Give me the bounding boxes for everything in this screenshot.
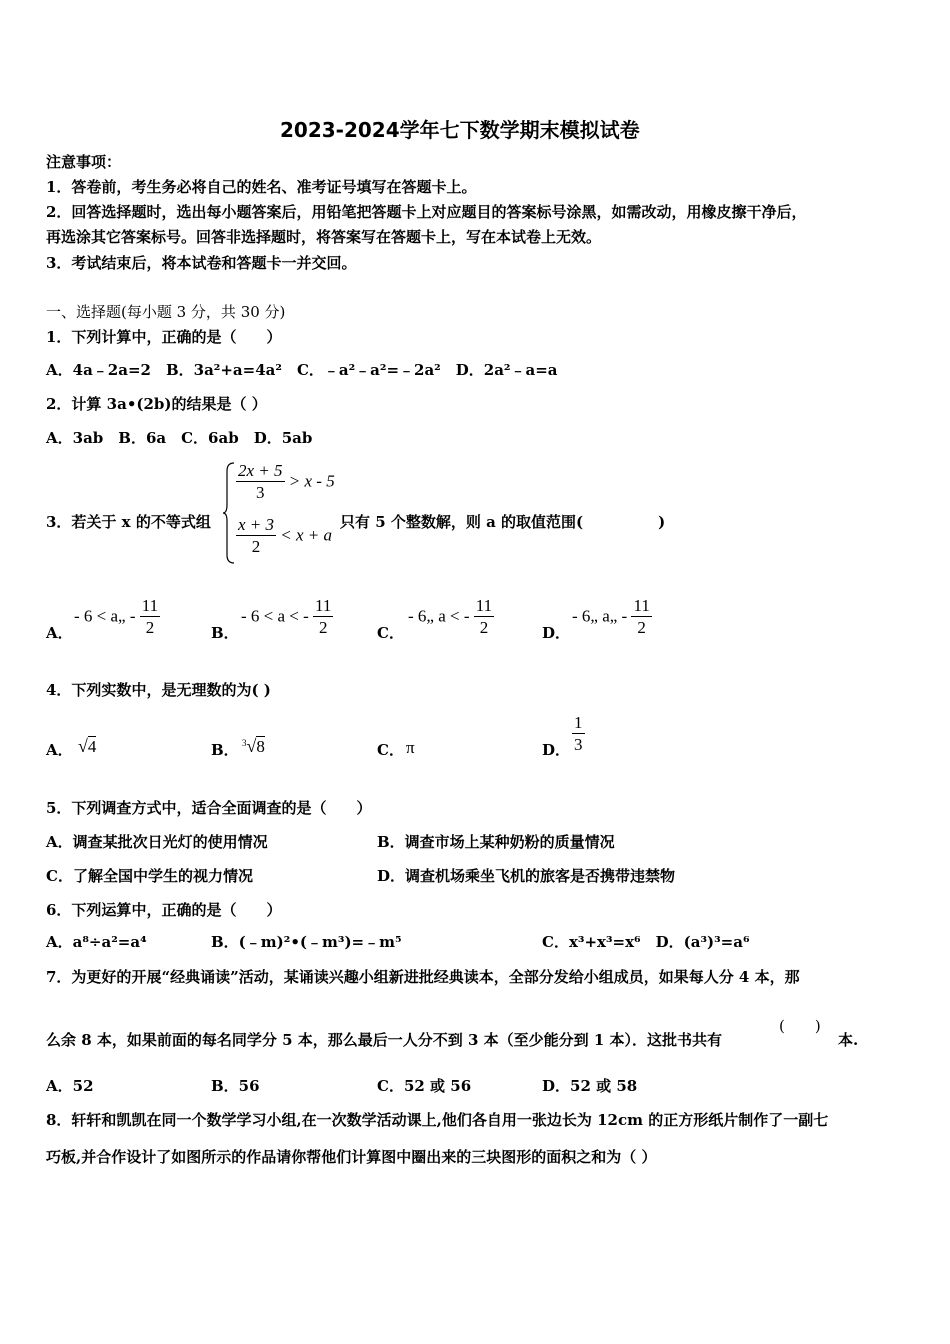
q2-stem: 2．计算 3a•(2b)的结果是（ ）	[46, 395, 267, 413]
q4-option-d-label: D．	[542, 741, 571, 759]
q3-stem-post: 只有 5 个整数解，则 a 的取值范围( )	[340, 513, 666, 531]
q3-option-b: - 6 < a < - $\frac{11}{2}$	[241, 596, 332, 637]
q2-options: A．3ab B．6a C．6ab D．5ab	[46, 429, 313, 447]
section-heading: 一、选择题(每小题 3 分，共 30 分)	[46, 303, 286, 321]
q4-option-b: $^3$√8	[242, 736, 265, 756]
notice-item: 3．考试结束后，将本试卷和答题卡一并交回。	[46, 254, 357, 272]
q7-option-c: C．52 或 56	[377, 1077, 472, 1095]
q4-option-c: π	[406, 738, 415, 757]
q7-line2-end: 本.	[838, 1031, 859, 1049]
q8-line1: 8．轩轩和凯凯在同一个数学学习小组,在一次数学活动课上,他们各自用一张边长为 12cm 的正方形纸片制作了一副七	[46, 1111, 829, 1129]
q7-option-d: D．52 或 58	[542, 1077, 638, 1095]
q4-stem: 4．下列实数中，是无理数的为( )	[46, 681, 271, 699]
notice-item: 2．回答选择题时，选出每小题答案后，用铅笔把答题卡上对应题目的答案标号涂黑，如需改动，用橡皮擦干净后，	[46, 203, 807, 221]
q5-option-b: B．调查市场上某种奶粉的质量情况	[377, 833, 615, 851]
q7-line1: 7．为更好的开展“经典诵读”活动，某诵读兴趣小组新进批经典读本，全部分发给小组成员，如果每人分 4 本，那	[46, 968, 800, 986]
page-title: 2023-2024学年七下数学期末模拟试卷	[280, 118, 640, 142]
q7-option-a: A．52	[46, 1077, 94, 1095]
q1-options: A．4a﹣2a=2 B．3a²+a=4a² C．﹣a²﹣a²=﹣2a² D．2a²﹣a=a	[46, 361, 558, 379]
q4-option-a-label: A．	[46, 741, 73, 759]
q6-option-cd: C．x³+x³=x⁶ D．(a³)³=a⁶	[542, 933, 750, 951]
notice-heading: 注意事项：	[46, 153, 122, 171]
q3-option-d: - 6„ a„ - $\frac{11}{2}$	[572, 596, 650, 637]
q3-option-a: - 6 < a„ - $\frac{11}{2}$	[74, 596, 159, 637]
q3-option-c-label: C．	[377, 624, 404, 642]
notice-item: 1．答卷前，考生务必将自己的姓名、准考证号填写在答题卡上。	[46, 178, 477, 196]
ineq2-num: x + 3	[238, 515, 275, 534]
q4-option-a: √4	[78, 736, 97, 756]
q5-stem: 5．下列调查方式中，适合全面调查的是（ ）	[46, 799, 372, 817]
q6-option-a: A．a⁸÷a²=a⁴	[46, 933, 147, 951]
inequality-system	[222, 461, 340, 565]
q3-option-d-label: D．	[542, 624, 571, 642]
q5-option-a: A．调查某批次日光灯的使用情况	[46, 833, 268, 851]
q1-stem: 1．下列计算中，正确的是（ ）	[46, 328, 282, 346]
q7-answer-paren: ( )	[779, 1017, 821, 1035]
q7-option-b: B．56	[211, 1077, 260, 1095]
q3-option-a-label: A．	[46, 624, 73, 642]
q7-line2: 么余 8 本，如果前面的每名同学分 5 本，那么最后一人分不到 3 本（至少能分到 1 本）．这批书共有	[46, 1031, 723, 1049]
q3-stem-pre: 3．若关于 x 的不等式组	[46, 513, 211, 531]
ineq2-den: 2	[251, 537, 261, 556]
q3-option-c: - 6„ a < - $\frac{11}{2}$	[408, 596, 493, 637]
ineq1-rhs: > x - 5	[288, 471, 335, 491]
q4-option-d: $\frac{1}{3}$	[574, 713, 583, 754]
q8-line2: 巧板,并合作设计了如图所示的作品请你帮他们计算图中圈出来的三块图形的面积之和为（ ）	[46, 1148, 657, 1166]
q5-option-c: C．了解全国中学生的视力情况	[46, 867, 253, 885]
ineq1-num: 2x + 5	[238, 461, 283, 480]
q4-option-c-label: C．	[377, 741, 404, 759]
q4-option-b-label: B．	[211, 741, 239, 759]
brace-icon	[222, 461, 236, 565]
q6-stem: 6．下列运算中，正确的是（ ）	[46, 901, 282, 919]
q3-option-b-label: B．	[211, 624, 239, 642]
q6-option-b: B．(﹣m)²•(﹣m³)=﹣m⁵	[211, 933, 402, 951]
ineq1-den: 3	[256, 483, 265, 502]
q5-option-d: D．调查机场乘坐飞机的旅客是否携带违禁物	[377, 867, 676, 885]
ineq2-rhs: < x + a	[280, 525, 333, 545]
notice-item: 再选涂其它答案标号。回答非选择题时，将答案写在答题卡上，写在本试卷上无效。	[46, 228, 602, 246]
